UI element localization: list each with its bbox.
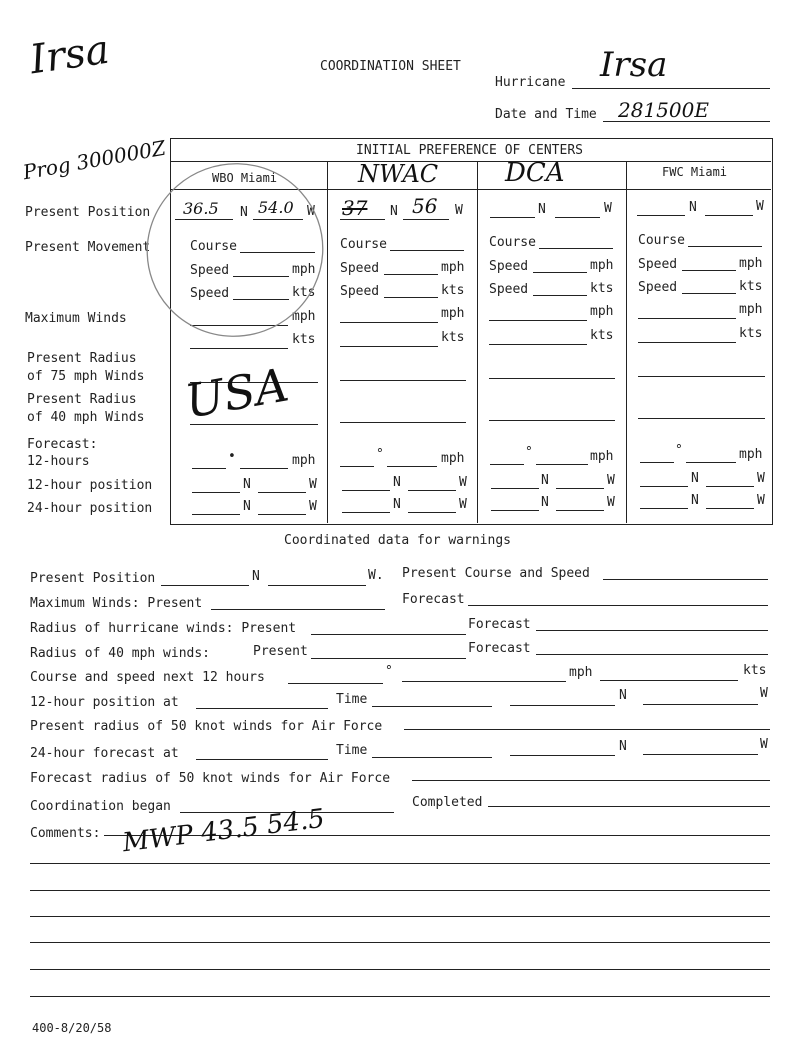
coord-fc24-label: 24-hour forecast at	[30, 746, 179, 761]
nwac-pos12-lat-line[interactable]	[342, 490, 390, 491]
dca-maxwind-kts-line[interactable]	[489, 344, 587, 345]
row-label-24h-position: 24-hour position	[27, 501, 153, 516]
coord-began-label: Coordination began	[30, 799, 171, 814]
coord-pos12-n: N	[619, 688, 627, 703]
coord-max-winds-label: Maximum Winds: Present	[30, 596, 203, 611]
coord-course-next12-kts: kts	[743, 663, 767, 678]
coord-radius40-label: Radius of 40 mph winds:	[30, 646, 211, 661]
coord-fc24-time-line[interactable]	[372, 757, 492, 758]
comments-line-4[interactable]	[30, 916, 770, 917]
coord-present-n: N	[252, 569, 260, 584]
fwc-pos12-lon-line[interactable]	[706, 486, 754, 487]
row-label-forecast-12h: 12-hours	[27, 454, 90, 469]
nwac-maxwind-kts-line[interactable]	[340, 346, 438, 347]
wbo-speed-kts-label: Speed	[190, 286, 230, 301]
fwc-lon-line[interactable]	[705, 215, 753, 216]
dca-pos12-w: W	[607, 473, 615, 488]
fwc-speed-kts-label: Speed	[638, 280, 678, 295]
coord-radius-hurricane-label: Radius of hurricane winds: Present	[30, 621, 297, 636]
dca-pos24-n: N	[541, 495, 549, 510]
nwac-fc12-speed-line[interactable]	[387, 466, 437, 467]
coord-radius40-forecast-label: Forecast	[468, 641, 531, 656]
dca-kts-unit: kts	[590, 281, 614, 296]
date-time-value[interactable]: 281500E	[618, 98, 709, 122]
dca-pos24-lat-line[interactable]	[491, 510, 539, 511]
row-label-present-movement: Present Movement	[25, 240, 151, 255]
fwc-pos24-lon-line[interactable]	[706, 508, 754, 509]
column-header-fwc: FWC Miami	[662, 165, 728, 179]
nwac-n-label: N	[390, 204, 398, 219]
dca-pos12-n: N	[541, 473, 549, 488]
coord-pos12-w: W	[760, 686, 768, 701]
coord-present-lon-line[interactable]	[268, 585, 366, 586]
fwc-w-label: W	[756, 199, 764, 214]
dca-pos24-w: W	[607, 495, 615, 510]
nwac-pos24-w: W	[459, 497, 467, 512]
fwc-fc12-deg: °	[675, 443, 683, 458]
nwac-speed-kts-label: Speed	[340, 284, 380, 299]
fwc-fc12-dir-line[interactable]	[640, 462, 674, 463]
comments-line-2[interactable]	[30, 863, 770, 864]
wbo-pos12-lat-line[interactable]	[192, 492, 240, 493]
fwc-course-label: Course	[638, 233, 685, 248]
wbo-pos24-w: W	[309, 499, 317, 514]
comments-line-7[interactable]	[30, 996, 770, 997]
fwc-maxwind-mph-unit: mph	[739, 302, 763, 317]
coord-present-position-label: Present Position	[30, 571, 156, 586]
coord-radius40-forecast-line[interactable]	[536, 654, 768, 655]
dca-speed-mph-label: Speed	[489, 259, 529, 274]
dca-pos24-lon-line[interactable]	[556, 510, 604, 511]
date-time-label: Date and Time	[495, 107, 597, 122]
column-divider-3	[626, 161, 627, 523]
coord-completed-line[interactable]	[488, 806, 770, 807]
hurricane-field-line	[572, 88, 770, 89]
fwc-pos24-lat-line[interactable]	[640, 508, 688, 509]
nwac-maxwind-mph-line[interactable]	[340, 322, 438, 323]
wbo-fc12-dot: •	[228, 449, 236, 464]
coord-course-next12-mph-line[interactable]	[402, 681, 566, 682]
fwc-pos12-w: W	[757, 471, 765, 486]
dca-mph-unit: mph	[590, 258, 614, 273]
coord-fc-radius50-af-line[interactable]	[412, 780, 770, 781]
wbo-lat-value: 36.5	[183, 199, 219, 218]
nwac-pos12-n: N	[393, 475, 401, 490]
nwac-speed-kts-line[interactable]	[384, 297, 438, 298]
row-label-radius75-line1: Present Radius	[27, 351, 137, 366]
row-label-radius40-line1: Present Radius	[27, 392, 137, 407]
nwac-lon-value: 56	[412, 194, 438, 218]
dca-maxwind-mph-line[interactable]	[489, 320, 587, 321]
dca-radius75-line[interactable]	[489, 378, 615, 379]
wbo-pos12-w: W	[309, 477, 317, 492]
nwac-w-label: W	[455, 203, 463, 218]
wbo-n-label: N	[240, 205, 248, 220]
nwac-pos12-w: W	[459, 475, 467, 490]
wbo-maxwind-kts-unit: kts	[292, 332, 316, 347]
nwac-pos24-lat-line[interactable]	[342, 512, 390, 513]
nwac-fc12-deg: °	[376, 447, 384, 462]
nwac-speed-mph-line[interactable]	[384, 274, 438, 275]
fwc-maxwind-mph-line[interactable]	[638, 318, 736, 319]
coord-radius40-line[interactable]	[311, 658, 466, 659]
nwac-maxwind-mph-unit: mph	[441, 306, 465, 321]
wbo-usa-handwritten: USA	[181, 357, 293, 429]
fwc-maxwind-kts-line[interactable]	[638, 342, 736, 343]
fwc-pos24-n: N	[691, 493, 699, 508]
column-divider-2	[477, 161, 478, 523]
dca-fc12-mph-unit: mph	[590, 449, 614, 464]
fwc-radius40-line[interactable]	[638, 418, 765, 419]
nwac-mph-unit: mph	[441, 260, 465, 275]
form-number: 400-8/20/58	[32, 1021, 112, 1035]
coord-fc24-at-line[interactable]	[196, 759, 328, 760]
coord-present-lat-line[interactable]	[161, 585, 249, 586]
coord-pos12-time-label: Time	[336, 692, 368, 707]
coord-radius40-present-label: Present	[253, 644, 308, 659]
dca-lon-line[interactable]	[555, 217, 600, 218]
page-title: COORDINATION SHEET	[320, 59, 461, 74]
fwc-n-label: N	[689, 200, 697, 215]
pencil-circle-mark	[140, 160, 340, 350]
dca-course-line[interactable]	[539, 248, 613, 249]
nwac-pos24-n: N	[393, 497, 401, 512]
nwac-speed-mph-label: Speed	[340, 261, 380, 276]
coord-course-next12-deg: °	[385, 664, 393, 679]
fwc-radius75-line[interactable]	[638, 376, 765, 377]
coord-pos12-lon-line[interactable]	[643, 704, 758, 705]
wbo-pos24-lat-line[interactable]	[192, 514, 240, 515]
coord-max-winds-line[interactable]	[211, 609, 385, 610]
hurricane-value[interactable]: Irsa	[600, 45, 668, 85]
column-header-nwac: NWAC	[358, 160, 439, 188]
coord-fc-radius50-af-label: Forecast radius of 50 knot winds for Air Force	[30, 771, 391, 786]
fwc-fc12-speed-line[interactable]	[686, 462, 736, 463]
fwc-speed-kts-line[interactable]	[682, 293, 736, 294]
coord-max-winds-forecast-label: Forecast	[402, 592, 465, 607]
nwac-maxwind-kts-unit: kts	[441, 330, 465, 345]
comments-label: Comments:	[30, 826, 101, 841]
wbo-pos12-lon-line[interactable]	[258, 492, 306, 493]
nwac-fc12-mph-unit: mph	[441, 451, 465, 466]
wbo-fc12-speed-line[interactable]	[240, 468, 288, 469]
dca-maxwind-kts-unit: kts	[590, 328, 614, 343]
coord-pos12-time-line[interactable]	[372, 706, 492, 707]
coord-radius-hurricane-forecast-label: Forecast	[468, 617, 531, 632]
fwc-maxwind-kts-unit: kts	[739, 326, 763, 341]
coord-fc24-lon-line[interactable]	[643, 754, 758, 755]
dca-speed-mph-line[interactable]	[533, 272, 587, 273]
dca-lat-line[interactable]	[490, 217, 535, 218]
wbo-pos24-lon-line[interactable]	[258, 514, 306, 515]
dca-w-label: W	[604, 201, 612, 216]
nwac-fc12-dir-line[interactable]	[340, 466, 374, 467]
row-label-12h-position: 12-hour position	[27, 478, 153, 493]
wbo-fc12-dir-line[interactable]	[192, 468, 226, 469]
row-label-maximum-winds: Maximum Winds	[25, 311, 127, 326]
row-label-forecast: Forecast:	[27, 437, 98, 452]
nwac-lon-line[interactable]	[403, 219, 449, 220]
coord-course-next12-mph: mph	[569, 665, 593, 680]
table-caption: INITIAL PREFERENCE OF CENTERS	[356, 143, 583, 158]
coord-fc24-time-label: Time	[336, 743, 368, 758]
wbo-pos12-n: N	[243, 477, 251, 492]
coord-max-winds-forecast-line[interactable]	[468, 605, 768, 606]
column-header-dca: DCA	[505, 158, 565, 188]
coord-present-course-speed-line[interactable]	[603, 579, 768, 580]
coord-course-next12-dir-line[interactable]	[288, 683, 383, 684]
dca-fc12-deg: °	[525, 445, 533, 460]
dca-speed-kts-label: Speed	[489, 282, 529, 297]
dca-course-label: Course	[489, 235, 536, 250]
column-header-wbo: WBO Miami	[212, 171, 278, 185]
coord-present-w: W.	[368, 568, 384, 583]
coord-pos12-at-line[interactable]	[196, 708, 328, 709]
fwc-pos24-w: W	[757, 493, 765, 508]
coord-course-next12-kts-line[interactable]	[600, 680, 738, 681]
coord-radius50-af-label: Present radius of 50 knot winds for Air Force	[30, 719, 383, 734]
prog-note-handwritten: Prog 300000Z	[21, 135, 168, 185]
coord-radius50-af-line[interactable]	[404, 729, 770, 730]
dca-pos12-lon-line[interactable]	[556, 488, 604, 489]
nwac-lat-value: 37	[342, 196, 368, 220]
fwc-speed-mph-label: Speed	[638, 257, 678, 272]
margin-note-handwritten: Irsa	[27, 26, 113, 84]
nwac-course-line[interactable]	[390, 250, 464, 251]
fwc-fc12-mph-unit: mph	[739, 447, 763, 462]
nwac-pos24-lon-line[interactable]	[408, 512, 456, 513]
coord-radius-hurricane-forecast-line[interactable]	[536, 630, 768, 631]
wbo-course-label: Course	[190, 239, 237, 254]
wbo-speed-mph-label: Speed	[190, 263, 230, 278]
comments-line-3[interactable]	[30, 890, 770, 891]
wbo-lon-value: 54.0	[258, 198, 294, 217]
dca-radius40-line[interactable]	[489, 420, 615, 421]
dca-n-label: N	[538, 202, 546, 217]
dca-fc12-speed-line[interactable]	[536, 464, 588, 465]
fwc-kts-unit: kts	[739, 279, 763, 294]
wbo-maxwind-mph-unit: mph	[292, 309, 316, 324]
wbo-pos24-n: N	[243, 499, 251, 514]
nwac-radius75-line[interactable]	[340, 380, 466, 381]
coord-fc24-n: N	[619, 739, 627, 754]
hurricane-label: Hurricane	[495, 75, 566, 90]
comments-line-5[interactable]	[30, 942, 770, 943]
row-label-present-position: Present Position	[25, 205, 151, 220]
coord-course-next12-label: Course and speed next 12 hours	[30, 670, 265, 685]
fwc-lat-line[interactable]	[637, 215, 685, 216]
nwac-course-label: Course	[340, 237, 387, 252]
fwc-pos12-n: N	[691, 471, 699, 486]
fwc-speed-mph-line[interactable]	[682, 270, 736, 271]
coord-present-course-speed-label: Present Course and Speed	[402, 566, 590, 581]
coord-radius-hurricane-line[interactable]	[311, 634, 466, 635]
wbo-w-label: W	[307, 204, 315, 219]
dca-pos12-lat-line[interactable]	[491, 488, 539, 489]
dca-maxwind-mph-unit: mph	[590, 304, 614, 319]
fwc-course-line[interactable]	[688, 246, 762, 247]
coord-completed-label: Completed	[412, 795, 483, 810]
row-label-radius75-line2: of 75 mph Winds	[27, 369, 145, 384]
comments-handwritten: MWP 43.5 54.5	[120, 803, 327, 859]
fwc-mph-unit: mph	[739, 256, 763, 271]
coordinated-caption: Coordinated data for warnings	[284, 533, 511, 548]
wbo-fc12-mph-unit: mph	[292, 453, 316, 468]
nwac-kts-unit: kts	[441, 283, 465, 298]
dca-speed-kts-line[interactable]	[533, 295, 587, 296]
coord-fc24-w: W	[760, 737, 768, 752]
nwac-radius40-line[interactable]	[340, 422, 466, 423]
dca-fc12-dir-line[interactable]	[490, 464, 524, 465]
coord-pos12-label: 12-hour position at	[30, 695, 179, 710]
coord-fc24-lat-line[interactable]	[510, 755, 615, 756]
fwc-pos12-lat-line[interactable]	[640, 486, 688, 487]
wbo-kts-unit: kts	[292, 285, 316, 300]
wbo-mph-unit: mph	[292, 262, 316, 277]
coord-pos12-lat-line[interactable]	[510, 705, 615, 706]
row-label-radius40-line2: of 40 mph Winds	[27, 410, 145, 425]
nwac-pos12-lon-line[interactable]	[408, 490, 456, 491]
comments-line-6[interactable]	[30, 969, 770, 970]
